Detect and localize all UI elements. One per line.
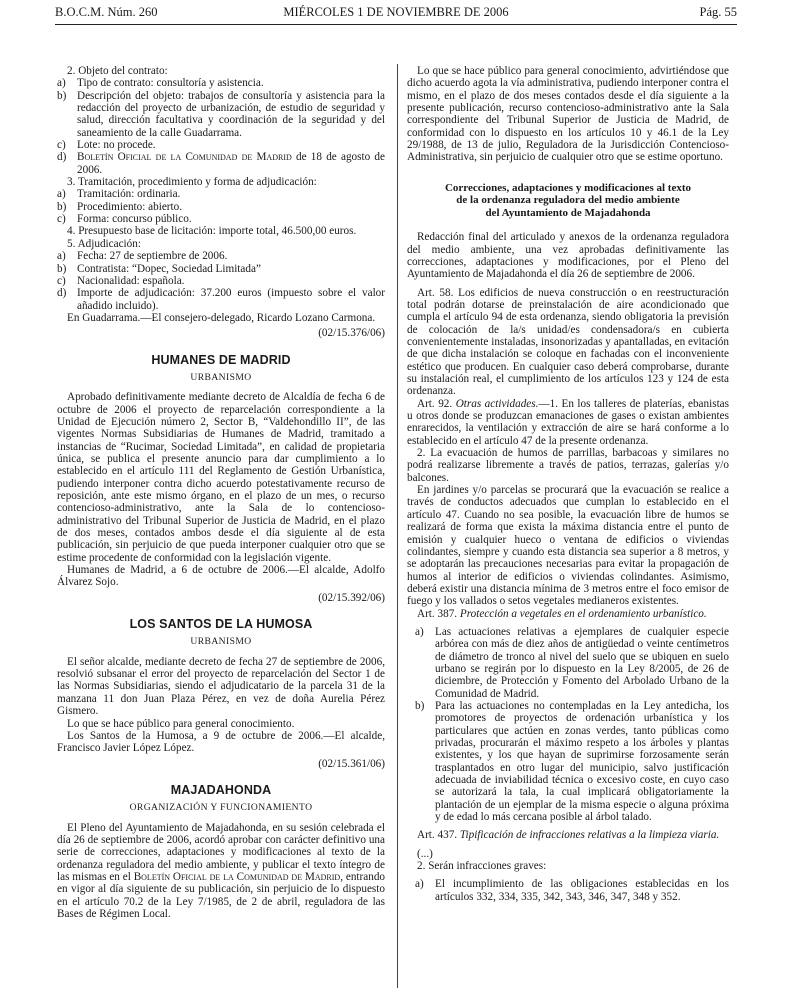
list-item: a) Tipo de contrato: consultoría y asistencia. (57, 77, 264, 90)
ordinance-title: Correcciones, adaptaciones y modificaciones al texto de la ordenanza reguladora del medio ambiente del Ayuntamiento de Majadahonda (444, 181, 692, 219)
reference-number: (02/15.392/06) (318, 591, 385, 604)
list-item: c) Nacionalidad: española. (57, 274, 185, 287)
paragraph: Redacción final del articulado y anexos de la ordenanza reguladora del medio ambiente, una vez aprobadas definitivamente las correcciones, adaptaciones y modificaciones, por el Pleno del Ayuntamiento de Majadahonda el día 26 de septiembre de 2006. (407, 231, 729, 281)
list-item: a) El incumplimiento de las obligaciones establecidas en los artículos 332, 334, 335, 342, 343, 346, 347, 348 y 352. (415, 878, 729, 903)
list-item: b) Para las actuaciones no contempladas en la Ley antedicha, los promotores de proyectos de ordenación urbanística y los particulares que actúen en zonas verdes, tanto públicas como privadas, procurarán el máximo respeto a los árboles y plantas existentes, y los que hayan de suprimirse forzosamente serán trasplantados en otro lugar del municipio, salvo justificación adecuada de inviabilidad técnica o excesivo coste, en cuyo caso se autorizará la tala, la cual implicará obligatoriamente la plantación de un ejemplar de la misma especie o alguna próxima y de edad lo más cercana posible al árbol talado. (415, 699, 729, 824)
signature: En Guadarrama.—El consejero-delegado, Ricardo Lozano Carmona. (67, 311, 376, 324)
section-heading-majadahonda: MAJADAHONDA (170, 782, 272, 797)
list-item: c) Lote: no procede. (57, 139, 156, 152)
list-item: a) Tramitación: ordinaria. (57, 188, 181, 201)
right-column (407, 65, 729, 903)
bulletin-number: B.O.C.M. Núm. 260 (55, 5, 158, 19)
article-58: Art. 58. Los edificios de nueva construcción o en reestructuración total podrán dotarse de preinstalación de aire acondicionado que cumpla el artículo 94 de esta ordenanza, siendo obligatoria la previsión de colocación de la/s unidad/es condensadora/s en cubierta convenientemente instaladas, insonorizadas y apantalladas, en evitación de que dicha instalación se coloque en fachadas con el inconveniente estético que producen. En cualquier caso deberá comprobarse, durante su instalación real, el cumplimiento de los artículos 123 y 124 de esta ordenanza. (407, 286, 729, 398)
section-subheading: URBANISMO (190, 636, 252, 648)
ellipsis: (...) (417, 847, 433, 860)
paragraph: El señor alcalde, mediante decreto de fecha 27 de septiembre de 2006, resolvió subsanar el error del proyecto de reparcelación del Sector 1 de las Normas Subsidiarias, siendo el adjudicatario de la parcela 31 de la manzana 11 don Juan Plaza Pérez, en vez de doña Aurelia Pérez Gismero. (57, 655, 385, 718)
reference-number: (02/15.361/06) (318, 757, 385, 770)
page-header (55, 6, 737, 22)
article-92: Art. 92. Otras actividades.—1. En los talleres de platerías, ebanistas u otros donde se produzcan emanaciones de gases o existan ambientes enrarecidos, la ventilación y extracción de aire se hará conforme a lo establecido en el artículo 47 de la presente ordenanza. (407, 397, 729, 447)
list-item: c) Forma: concurso público. (57, 213, 192, 226)
list-item: b) Descripción del objeto: trabajos de consultoría y asistencia para la redacción del proyecto de urbanización, de estudio de seguridad y salud, dirección facultativa y coordinación de la seguridad y del saneamiento de la calle Guadarrama. (57, 89, 385, 139)
list-item: d) Boletín Oficial de la Comunidad de Madrid de 18 de agosto de 2006. (57, 151, 385, 176)
paragraph: Lo que se hace público para general conocimiento, advirtiéndose que dicho acuerdo agota la vía administrativa, pudiendo interponer contra el mismo, en el plazo de dos meses contados desde el día siguiente a la presente publicación, recurso contencioso-administrativo ante la Sala correspondiente del Tribunal Superior de Justicia de Madrid, de conformidad con lo dispuesto en los artículos 10 y 46.1 de la Ley 29/1988, de 13 de julio, Reguladora de la Jurisdicción Contencioso-Administrativa, sin perjuicio de cualquier otro que se estime oportuno. (407, 65, 729, 164)
left-column (57, 65, 385, 920)
list-item: a) Las actuaciones relativas a ejemplares de cualquier especie arbórea con más de diez años de antigüedad o veinte centímetros de diámetro de tronco al nivel del suelo que se ubiquen en suelo urbano se regirán por lo dispuesto en la Ley 8/2005, de 26 de diciembre, de Protección y Fomento del Arbolado Urbano de la Comunidad de Madrid. (415, 625, 729, 700)
section-5: 5. Adjudicación: (67, 237, 141, 250)
section-3: 3. Tramitación, procedimiento y forma de adjudicación: (67, 176, 317, 189)
publication-date: MIÉRCOLES 1 DE NOVIEMBRE DE 2006 (283, 5, 509, 19)
list-item: a) Fecha: 27 de septiembre de 2006. (57, 250, 228, 263)
section-heading-santos: LOS SANTOS DE LA HUMOSA (129, 617, 313, 632)
section-2: 2. Objeto del contrato: (67, 65, 168, 77)
section-heading-humanes: HUMANES DE MADRID (151, 352, 291, 367)
header-rule (55, 24, 737, 25)
page-number: Pág. 55 (699, 5, 737, 19)
section-subheading: ORGANIZACIÓN Y FUNCIONAMIENTO (129, 802, 313, 814)
section-4: 4. Presupuesto base de licitación: importe total, 46.500,00 euros. (67, 225, 357, 238)
article-437: Art. 437. Tipificación de infracciones relativas a la limpieza viaria. (417, 829, 720, 842)
list-item: b) Procedimiento: abierto. (57, 200, 183, 213)
reference-number: (02/15.376/06) (318, 327, 385, 340)
signature: Los Santos de la Humosa, a 9 de octubre de 2006.—El alcalde, Francisco Javier López López. (57, 729, 385, 755)
paragraph: Aprobado definitivamente mediante decreto de Alcaldía de fecha 6 de octubre de 2006 el proyecto de reparcelación correspondiente a la Unidad de Ejecución número 2, Sector B, “Valdehondillo II”, de las vigentes Normas Subsidiarias de Humanes de Madrid, tramitado a instancias de “Rucimar, Sociedad Limitada”, en calidad de propietaria única, se publica el presente anuncio para dar cumplimiento a lo establecido en el artículo 111 del Reglamento de Gestión Urbanística, pudiendo interponer contra dicho acuerdo potestativamente recurso de reposición, ante este mismo órgano, en el plazo de un mes, o recurso contencioso-administrativo, ante la Sala de lo contencioso-administrativo del Tribunal Superior de Justicia de Madrid, en el plazo de dos meses, contados ambos desde el día siguiente al de esta publicación, sin perjuicio de que pueda interponer cualquier otro que se estime procedente de conformidad con la legislación vigente. (57, 391, 385, 564)
paragraph: 2. La evacuación de humos de parrillas, barbacoas y similares no podrá realizarse libremente a través de patios, terrazas, galerías y/o balcones. (407, 447, 729, 484)
column-divider (397, 64, 398, 988)
section-2: 2. Serán infracciones graves: (417, 860, 547, 873)
paragraph: Lo que se hace público para general conocimiento. (67, 717, 295, 730)
signature: Humanes de Madrid, a 6 de octubre de 2006.—El alcalde, Adolfo Álvarez Sojo. (57, 564, 385, 589)
section-subheading: URBANISMO (190, 371, 252, 383)
paragraph: En jardines y/o parcelas se procurará que la evacuación se realice a través de conductos adecuados que cumplan lo establecido en el artículo 47. Cuando no sea posible, la evacuación libre de humos se realizará de forma que exista la máxima distancia entre el punto de emisión y cualquier hueco o ventana de edificios o viviendas colindantes, siempre y cuando esta distancia sea superior a 8 metros, y se adoptarán las precauciones necesarias para evitar la propagación de humos al interior de edificios o viviendas colindantes. Asimismo, deberá existir una distancia mínima de 3 metros entre el foco emisor de fuego y los vallados o setos vegetales medianeros existentes. (407, 484, 729, 608)
article-387: Art. 387. Protección a vegetales en el ordenamiento urbanístico. (417, 607, 707, 620)
list-item: b) Contratista: “Dopec, Sociedad Limitada” (57, 262, 261, 275)
list-item: d) Importe de adjudicación: 37.200 euros (impuesto sobre el valor añadido incluido). (57, 287, 385, 312)
paragraph: El Pleno del Ayuntamiento de Majadahonda, en su sesión celebrada el día 26 de septiembre de 2006, acordó aprobar con carácter definitivo una serie de correcciones, adaptaciones y modificaciones al texto de la ordenanza reguladora del medio ambiente, y publicar el texto íntegro de las mismas en el Boletín Oficial de la Comunidad de Madrid, entrando en vigor al día siguiente de su publicación, sin perjuicio de lo dispuesto en el artículo 70.2 de la Ley 7/1985, de 2 de abril, reguladora de las Bases de Régimen Local. (57, 821, 386, 920)
